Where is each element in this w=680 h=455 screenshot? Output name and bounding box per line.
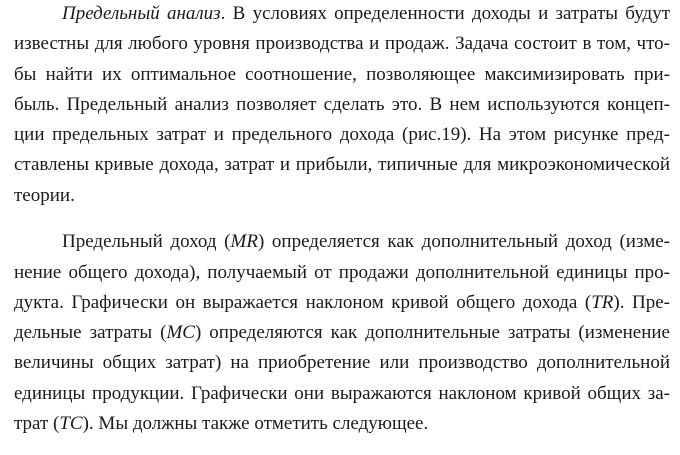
text-line: трат (TC). Мы должны также отметить следующее. [14,413,429,434]
text-line: быль. Предельный анализ позволяет сделать это. В нем используются концеп- [14,94,670,115]
text-line: Предельный анализ. В условиях определенности доходы и затраты будут [62,3,670,24]
text-line: Предельный доход (MR) определяется как дополнительный доход (изме- [62,231,670,252]
text-line: бы найти их оптимальное соотношение, позволяющее максимизировать при- [14,64,670,85]
text-line: единицы продукции. Графически они выражаются наклоном кривой общих за- [14,383,670,404]
text-line: ставлены кривые дохода, затрат и прибыли, типичные для микроэкономической [14,154,670,175]
text-line: известны для любого уровня производства и продаж. Задача состоит в том, что- [14,33,670,54]
text-line: ции предельных затрат и предельного дохода (рис.19). На этом рисунке пред- [14,124,670,145]
abbr-mc: MC [166,322,195,343]
abbr-tr: TR [591,292,614,313]
abbr-tc: TC [59,413,83,434]
abbr-mr: MR [230,231,258,252]
text-line: теории. [14,185,75,206]
text-line: дукта. Графически он выражается наклоном кривой общего дохода (TR). Пре- [14,292,670,313]
text-line: дельные затраты (MC) определяются как дополнительные затраты (изменение [14,322,670,343]
text-line: величины общих затрат) на приобретение или производство дополнительной [14,352,670,373]
text-line: нение общего дохода), получаемый от продажи дополнительной единицы про- [14,262,670,283]
term-marginal-analysis: Предельный анализ [62,3,221,24]
